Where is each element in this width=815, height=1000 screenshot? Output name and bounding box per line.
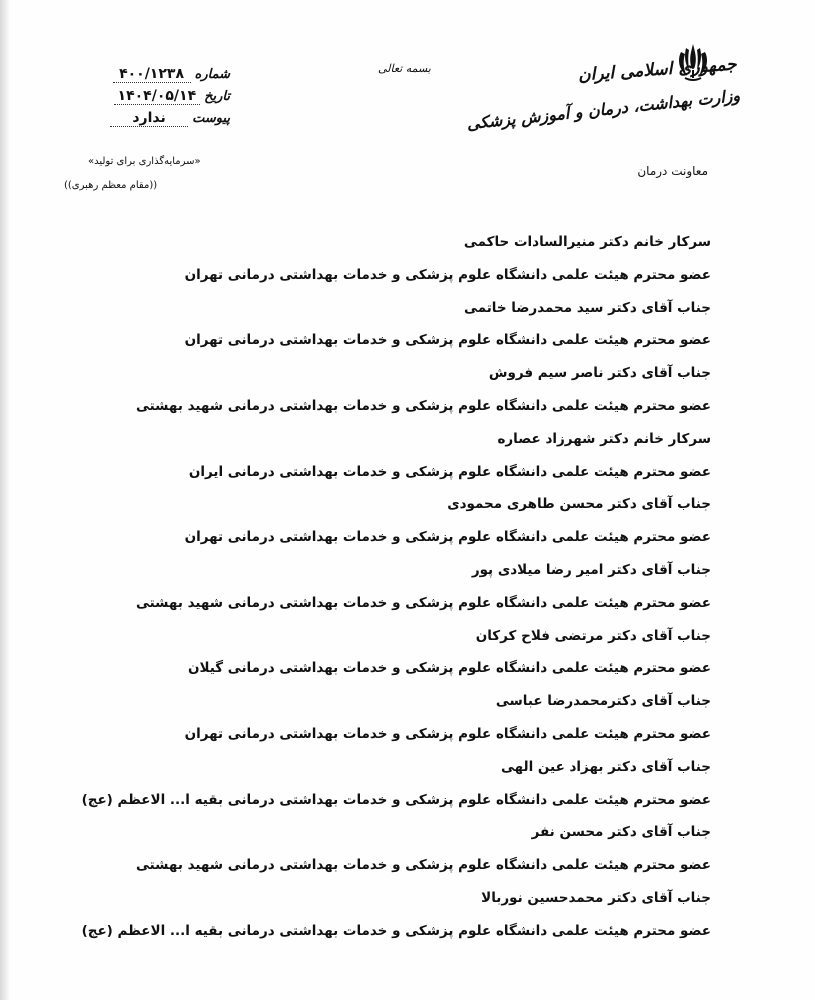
recipients-list <box>81 226 711 948</box>
recipient-name: جناب آقای دکتر بهزاد عین الهی <box>500 758 711 775</box>
scan-shadow <box>0 0 10 1000</box>
recipient-name: سرکار خانم دکتر شهرزاد عصاره <box>497 430 711 447</box>
letter-meta <box>60 66 230 132</box>
recipient-name: جناب آقای دکتر ناصر سیم فروش <box>488 365 711 382</box>
recipient-affiliation: عضو محترم هیئت علمی دانشگاه علوم پزشکی و خدمات بهداشتی درمانی تهران <box>184 725 711 742</box>
department-name: معاونت درمان <box>637 164 708 178</box>
letter-number-row <box>60 66 230 88</box>
letter-attachment-label: پیوست <box>192 111 230 126</box>
recipient-name: جناب آقای دکترمحمدرضا عباسی <box>495 693 711 710</box>
letter-number-value: ۴۰۰/۱۲۳۸ <box>113 66 191 83</box>
bismillah-heading: بسمه تعالی <box>378 62 431 75</box>
slogan-text: «سرمایه‌گذاری برای تولید» <box>88 156 201 167</box>
recipient-affiliation: عضو محترم هیئت علمی دانشگاه علوم پزشکی و خدمات بهداشتی درمانی تهران <box>184 332 711 349</box>
recipient-name: جناب آقای دکتر امیر رضا میلادی پور <box>471 561 711 578</box>
letter-date-label: تاریخ <box>204 89 230 104</box>
recipient-affiliation: عضو محترم هیئت علمی دانشگاه علوم پزشکی و خدمات بهداشتی درمانی ایران <box>188 463 711 480</box>
recipient-name: جناب آقای دکتر مرتضی فلاح کرکان <box>475 627 711 644</box>
letter-attachment-row <box>60 110 230 132</box>
recipient-name: جناب آقای دکتر محمدحسین نوربالا <box>481 889 711 906</box>
recipient-affiliation: عضو محترم هیئت علمی دانشگاه علوم پزشکی و خدمات بهداشتی درمانی شهید بهشتی <box>136 594 711 611</box>
letter-date-row <box>60 88 230 110</box>
recipient-affiliation: عضو محترم هیئت علمی دانشگاه علوم پزشکی و خدمات بهداشتی درمانی گیلان <box>187 660 711 677</box>
recipient-name: جناب آقای دکتر محسن نفر <box>531 824 711 841</box>
recipient-affiliation: عضو محترم هیئت علمی دانشگاه علوم پزشکی و خدمات بهداشتی درمانی تهران <box>184 266 711 283</box>
recipient-affiliation: عضو محترم هیئت علمی دانشگاه علوم پزشکی و خدمات بهداشتی درمانی شهید بهشتی <box>136 857 711 874</box>
recipient-affiliation: عضو محترم هیئت علمی دانشگاه علوم پزشکی و خدمات بهداشتی درمانی بقیه ا... الاعظم (عج) <box>81 791 711 808</box>
letter-number-label: شماره <box>194 67 230 82</box>
recipient-affiliation: عضو محترم هیئت علمی دانشگاه علوم پزشکی و خدمات بهداشتی درمانی تهران <box>184 529 711 546</box>
recipient-affiliation: عضو محترم هیئت علمی دانشگاه علوم پزشکی و خدمات بهداشتی درمانی بقیه ا... الاعظم (عج) <box>81 922 711 939</box>
ministry-name-line1: جمهوری اسلامی ایران <box>577 54 738 86</box>
recipient-name: جناب آقای دکتر محسن طاهری محمودی <box>447 496 711 513</box>
ministry-name-line2: وزارت بهداشت، درمان و آموزش پزشکی <box>466 85 742 134</box>
recipient-name: سرکار خانم دکتر منیرالسادات حاکمی <box>463 234 711 250</box>
recipient-name: جناب آقای دکتر سید محمدرضا خاتمی <box>464 299 711 316</box>
slogan-attribution: ((مقام معظم رهبری)) <box>64 180 158 191</box>
letter-attachment-value: ندارد <box>110 110 188 127</box>
letter-date-value: ۱۴۰۴/۰۵/۱۴ <box>114 88 201 105</box>
recipient-affiliation: عضو محترم هیئت علمی دانشگاه علوم پزشکی و خدمات بهداشتی درمانی شهید بهشتی <box>136 397 711 414</box>
